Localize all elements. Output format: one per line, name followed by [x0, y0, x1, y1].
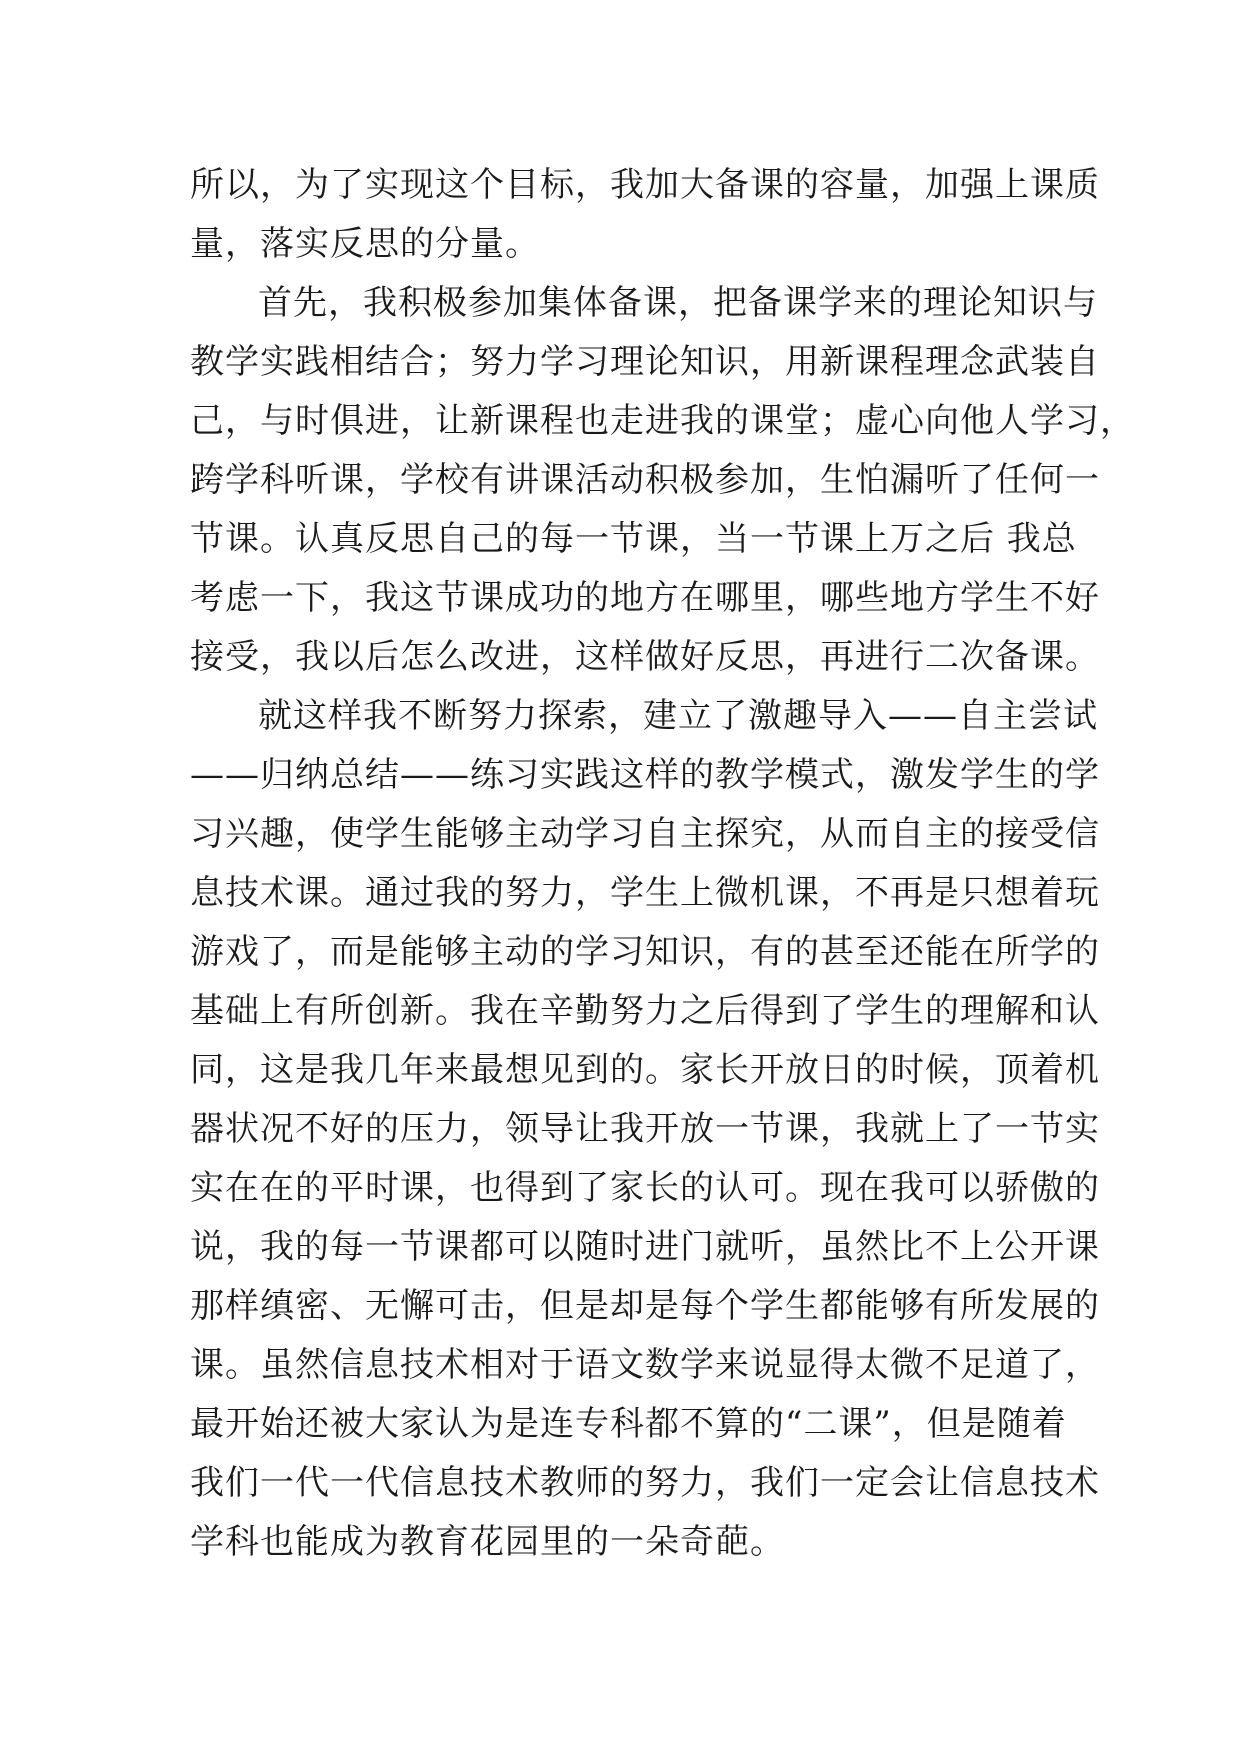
text-line: 教学实践相结合；努力学习理论知识，用新课程理念武装自 — [190, 342, 1100, 382]
text-line: 基础上有所创新。我在辛勤努力之后得到了学生的理解和认 — [190, 991, 1100, 1031]
text-line: 所以，为了实现这个目标，我加大备课的容量，加强上课质 — [190, 165, 1100, 205]
text-line: 实在在的平时课，也得到了家长的认可。现在我可以骄傲的 — [190, 1168, 1100, 1208]
text-line: 同，这是我几年来最想见到的。家长开放日的时候，顶着机 — [190, 1050, 1100, 1090]
paragraph-first-line: 就这样我不断努力探索，建立了激趣导入——自主尝试 — [258, 696, 1098, 736]
text-line: 接受，我以后怎么改进，这样做好反思，再进行二次备课。 — [190, 637, 1100, 677]
text-line: 量，落实反思的分量。 — [190, 224, 540, 264]
text-line: 跨学科听课，学校有讲课活动积极参加，生怕漏听了任何一 — [190, 460, 1100, 500]
text-line: 器状况不好的压力，领导让我开放一节课，我就上了一节实 — [190, 1109, 1100, 1149]
document-body — [190, 156, 1135, 1572]
text-line: 己，与时俱进，让新课程也走进我的课堂；虚心向他人学习， — [190, 401, 1135, 441]
text-line: 游戏了，而是能够主动的学习知识，有的甚至还能在所学的 — [190, 932, 1100, 972]
text-line: 说，我的每一节课都可以随时进门就听，虽然比不上公开课 — [190, 1227, 1100, 1267]
text-line: 课。虽然信息技术相对于语文数学来说显得太微不足道了， — [190, 1345, 1100, 1385]
text-line: 节课。认真反思自己的每一节课，当一节课上万之后 我总 — [190, 519, 1077, 559]
text-line: 习兴趣，使学生能够主动学习自主探究，从而自主的接受信 — [190, 814, 1100, 854]
text-line: 学科也能成为教育花园里的一朵奇葩。 — [190, 1522, 785, 1562]
text-line: ——归纳总结——练习实践这样的教学模式，激发学生的学 — [190, 755, 1100, 795]
text-line: 我们一代一代信息技术教师的努力，我们一定会让信息技术 — [190, 1463, 1100, 1503]
text-line: 那样缜密、无懈可击，但是却是每个学生都能够有所发展的 — [190, 1286, 1100, 1326]
text-line: 考虑一下，我这节课成功的地方在哪里，哪些地方学生不好 — [190, 578, 1100, 618]
text-line: 最开始还被大家认为是连专科都不算的“二课”，但是随着 — [190, 1404, 1067, 1444]
paragraph-first-line: 首先，我积极参加集体备课，把备课学来的理论知识与 — [258, 283, 1098, 323]
text-line: 息技术课。通过我的努力，学生上微机课，不再是只想着玩 — [190, 873, 1100, 913]
